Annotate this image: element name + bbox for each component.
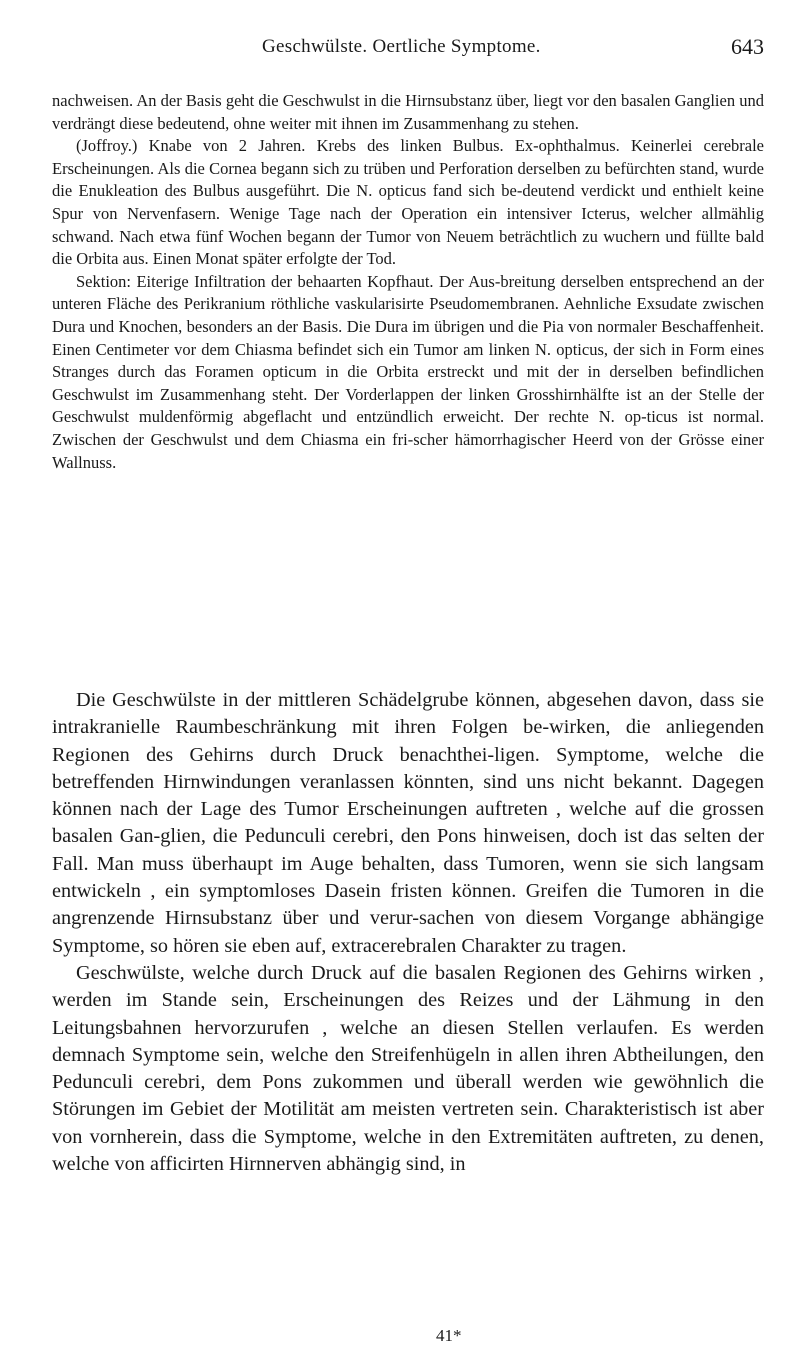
paragraph-large: Geschwülste, welche durch Druck auf die basalen Regionen des Gehirns wirken , werden im Stande sein, Erscheinungen des Reizes und der Lähmung in den Leitungsbahnen hervorzurufen , welche an diesen Stellen verlaufen. Es werden demnach Symptome sein, welche den Streifenhügeln in allen ihren Abtheilungen, den Pedunculi cerebri, dem Pons zukommen und überall werden wie gewöhnlich die Störungen im Gebiet der Motilität am meisten vertreten sein. Charakteristisch ist aber von vornherein, dass die Symptome, welche in den Extremitäten auftreten, zu denen, welche von afficirten Hirnnerven abhängig sind, in xyxy=(52,961,764,1176)
paragraph-small: nachweisen. An der Basis geht die Geschwulst in die Hirnsubstanz über, liegt vor den basalen Ganglien und verdrängt diese bedeutend, ohne weiter mit ihnen im Zusammenhang zu stehen. xyxy=(52,91,764,133)
signature-mark: 41* xyxy=(436,1326,462,1345)
running-title: Geschwülste. Oertliche Symptome. xyxy=(262,36,541,57)
case-report-block xyxy=(52,90,764,474)
running-head xyxy=(52,36,764,62)
paragraph-large: Die Geschwülste in der mittleren Schädelgrube können, abgesehen davon, dass sie intrakranielle Raumbeschränkung mit ihren Folgen be-wirken, die anliegenden Regionen des Gehirns durch Druck benachthei-ligen. Symptome, welche die betreffenden Hirnwindungen veranlassen könnten, sind uns nicht bekannt. Dagegen können nach der Lage des Tumor Erscheinungen auftreten , welche auf die grossen basalen Gan-glien, die Pedunculi cerebri, den Pons hinweisen, doch ist das selten der Fall. Man muss überhaupt im Auge behalten, dass Tumoren, wenn sie sich langsam entwickeln , ein symptomloses Dasein fristen können. Greifen die Tumoren in die angrenzende Hirnsubstanz über und verur-sachen von diesem Vorgange abhängige Symptome, so hören sie eben auf, extracerebralen Charakter zu tragen. xyxy=(52,689,764,957)
page-number: 643 xyxy=(731,34,764,59)
main-text-block xyxy=(52,687,764,1178)
paragraph-small: Sektion: Eiterige Infiltration der behaarten Kopfhaut. Der Aus-breitung derselben entsprechend an der unteren Fläche des Perikranium röthliche vaskularisirte Pseudomembranen. Aehnliche Exsudate zwischen Dura und Knochen, besonders an der Basis. Die Dura im übrigen und die Pia von normaler Beschaffenheit. Einen Centimeter vor dem Chiasma befindet sich ein Tumor am linken N. opticus, der sich in Form eines Stranges durch das Foramen opticum in die Orbita erstreckt und mit der in derselben befindlichen Geschwulst im Zusammenhang steht. Der Vorderlappen der linken Grosshirnhälfte ist an der Stelle der Geschwulst muldenförmig abgeflacht und entzündlich erweicht. Der rechte N. op-ticus ist normal. Zwischen der Geschwulst und dem Chiasma ein fri-scher hämorrhagischer Heerd von der Grösse einer Wallnuss. xyxy=(52,271,764,472)
paragraph-small: (Joffroy.) Knabe von 2 Jahren. Krebs des linken Bulbus. Ex-ophthalmus. Keinerlei cerebrale Erscheinungen. Als die Cornea begann sich zu trüben und Perforation derselben zu befürchten stand, wurde die Enukleation des Bulbus ausgeführt. Die N. opticus fand sich be-deutend verdickt und enthielt keine Spur von Nervenfasern. Wenige Tage nach der Operation ein intensiver Icterus, welcher allmählig schwand. Nach etwa fünf Wochen begann der Tumor von Neuem beträchtlich zu wuchern und füllte bald die Orbita aus. Einen Monat später erfolgte der Tod. xyxy=(52,136,764,269)
